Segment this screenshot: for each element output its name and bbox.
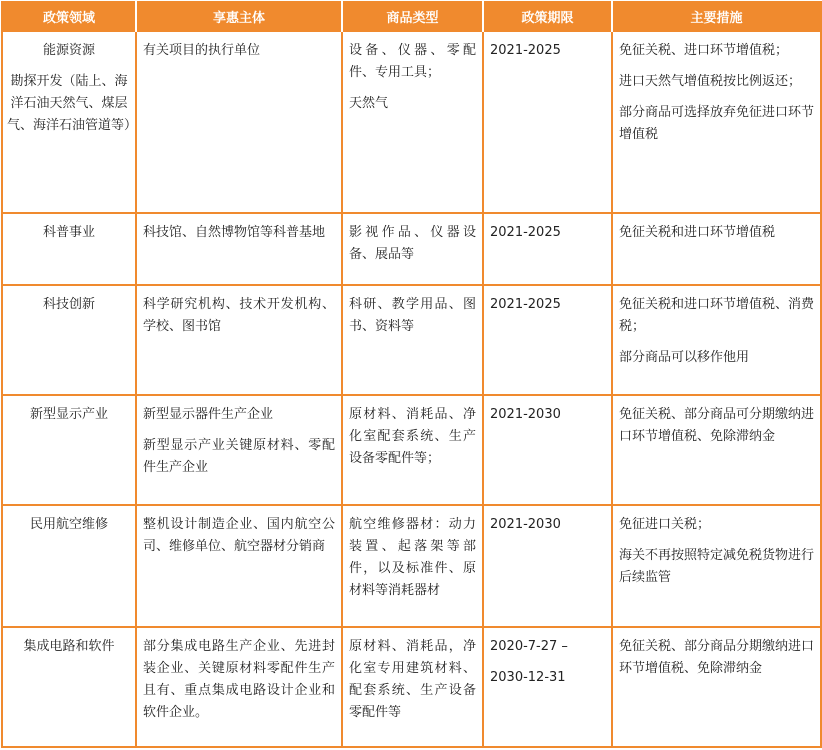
cell-goods-type [342,285,483,395]
cell-goods-type [342,213,483,285]
cell-main-measures [612,213,821,285]
period-text: 2021-2030 [490,407,561,422]
cell-goods-type [342,395,483,505]
goods-text: 航空维修器材：动力装置、起落架等部件，以及标准件、原材料等消耗器材 [349,517,476,598]
cell-main-measures [612,31,821,213]
cell-beneficiary [136,395,342,505]
measure-text: 免征关税和进口环节增值税 [619,225,776,240]
header-goods-type: 商品类型 [342,2,483,31]
cell-beneficiary [136,31,342,213]
field-title: 新型显示产业 [29,407,108,422]
cell-main-measures [612,627,821,747]
cell-policy-period [483,31,612,213]
cell-beneficiary [136,285,342,395]
beneficiary-text: 部分集成电路生产企业、先进封装企业、关键原材料零配件生产且有、重点集成电路设计企业和软件企业。 [143,639,335,720]
table-row [2,285,821,395]
table-row [2,627,821,747]
cell-policy-field [2,395,136,505]
measure-text: 免征关税、部分商品可分期缴纳进口环节增值税、免除滞纳金 [619,407,815,444]
cell-policy-field [2,31,136,213]
beneficiary-text: 科学研究机构、技术开发机构、学校、图书馆 [143,297,335,334]
table-row [2,505,821,627]
measure-text: 免征关税、进口环节增值税； [619,43,789,58]
cell-main-measures [612,395,821,505]
cell-main-measures [612,285,821,395]
period-text: 2021-2025 [490,297,561,312]
goods-text: 原材料、消耗品，净化室专用建筑材料、配套系统、生产设备零配件等 [349,639,476,720]
goods-text: 天然气 [349,96,389,111]
header-policy-period: 政策期限 [483,2,612,31]
beneficiary-text: 新型显示产业关键原材料、零配件生产企业 [143,438,335,475]
cell-policy-period [483,505,612,627]
cell-policy-field [2,627,136,747]
table-header-row [2,2,821,31]
cell-beneficiary [136,505,342,627]
cell-policy-period [483,627,612,747]
cell-policy-field [2,505,136,627]
beneficiary-text: 整机设计制造企业、国内航空公司、维修单位、航空器材分销商 [143,517,335,554]
import-tax-policy-table [1,1,822,748]
measure-text: 免征关税、部分商品分期缴纳进口环节增值税、免除滞纳金 [619,639,815,676]
cell-goods-type [342,627,483,747]
beneficiary-text: 科技馆、自然博物馆等科普基地 [143,225,326,240]
table-row [2,213,821,285]
cell-goods-type [342,505,483,627]
table-row [2,31,821,213]
measure-text: 进口天然气增值税按比例返还； [619,74,802,89]
period-text: 2021-2025 [490,43,561,58]
cell-goods-type [342,31,483,213]
cell-policy-field [2,213,136,285]
cell-beneficiary [136,213,342,285]
period-text: 2021-2025 [490,225,561,240]
period-text: 2030-12-31 [490,670,566,685]
cell-policy-period [483,213,612,285]
goods-text: 原材料、消耗品、净化室配套系统、生产设备零配件等； [349,407,476,466]
field-title: 科技创新 [42,297,95,312]
header-main-measures: 主要措施 [612,2,821,31]
cell-policy-field [2,285,136,395]
goods-text: 设备、仪器、零配件、专用工具； [349,43,476,80]
field-title: 能源资源 [42,43,95,58]
beneficiary-text: 新型显示器件生产企业 [143,407,274,422]
measure-text: 部分商品可以移作他用 [619,350,750,365]
cell-policy-period [483,395,612,505]
table-row [2,395,821,505]
field-note: 勘探开发（陆上、海洋石油天然气、煤层气、海洋石油管道等） [7,74,138,133]
header-policy-field: 政策领域 [2,2,136,31]
goods-text: 影视作品、仪器设备、展品等 [349,225,476,262]
measure-text: 海关不再按照特定减免税货物进行后续监管 [619,548,815,585]
field-title: 民用航空维修 [29,517,108,532]
cell-beneficiary [136,627,342,747]
goods-text: 科研、教学用品、图书、资料等 [349,297,476,334]
measure-text: 免征进口关税； [619,517,711,532]
beneficiary-text: 有关项目的执行单位 [143,43,261,58]
cell-policy-period [483,285,612,395]
header-beneficiary: 享惠主体 [136,2,342,31]
measure-text: 免征关税和进口环节增值税、消费税； [619,297,815,334]
period-text: 2021-2030 [490,517,561,532]
field-title: 集成电路和软件 [23,639,115,654]
field-title: 科普事业 [42,225,95,240]
cell-main-measures [612,505,821,627]
measure-text: 部分商品可选择放弃免征进口环节增值税 [619,105,815,142]
period-text: 2020-7-27 – [490,639,568,654]
